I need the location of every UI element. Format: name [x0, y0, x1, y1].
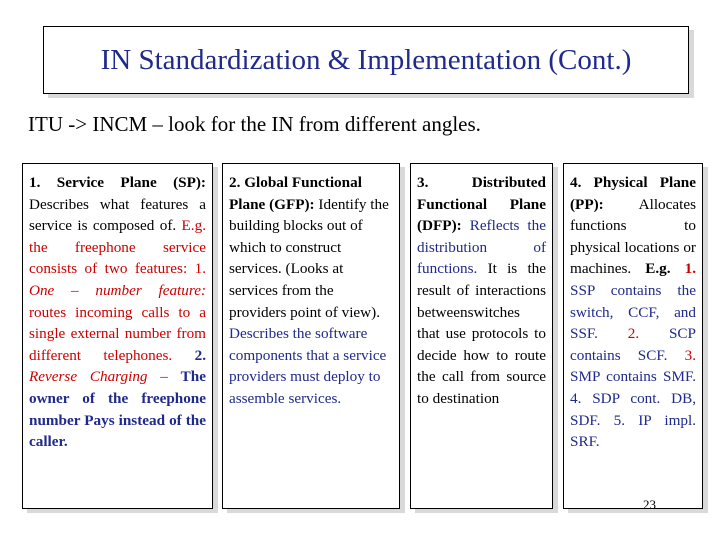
pp-n1: 1.: [684, 260, 696, 278]
physical-plane-box: [563, 163, 703, 509]
item1-text: routes incoming calls to a single external number from different telephones.: [29, 303, 206, 364]
pp-n2: 2.: [627, 325, 640, 343]
slide-title: IN Standardization & Implementation (Cont.): [100, 44, 632, 76]
service-plane-box: [22, 163, 213, 509]
gfp-blue-text: Describes the software components that a service providers must deploy to assemble services.: [229, 325, 387, 407]
gfp-heading: 2. Global Functional Plane (GFP):: [229, 174, 362, 213]
gfp-text: [229, 172, 393, 410]
pp-n4: 4.: [570, 389, 582, 407]
eg-label: E.g.: [181, 217, 206, 235]
service-plane-heading: 1. Service Plane (SP):: [29, 174, 206, 191]
pp-eg-label: E.g.: [645, 260, 671, 278]
pp-heading: 4. Physical Plane (PP):: [570, 174, 696, 213]
eg-text: the freephone service consists of two features:: [29, 238, 206, 278]
item1-num: 1.: [194, 260, 207, 278]
item2-text: The owner of the freephone number Pays instead of the caller.: [29, 368, 206, 451]
item1-name: One – number feature:: [29, 281, 206, 299]
item2-num: 2.: [194, 346, 206, 364]
pp-t5: IP impl. SRF.: [570, 411, 696, 451]
pp-n3: 3.: [684, 346, 697, 364]
title-box: [43, 26, 689, 94]
gfp-desc: Identify the building blocks out of which to construct services. (Looks at services from the providers point of view).: [229, 195, 389, 321]
service-plane-desc: Describes what features a service is composed of.: [29, 195, 206, 235]
slide-subtitle: ITU -> INCM – look for the IN from different angles.: [28, 112, 481, 136]
global-functional-plane-box: [222, 163, 400, 509]
page-number: 23: [643, 497, 656, 512]
distributed-functional-plane-box: [410, 163, 553, 509]
pp-n5: 5.: [613, 411, 626, 429]
dfp-text: [417, 172, 546, 410]
pp-desc: Allocates functions to physical locations or machines.: [570, 195, 696, 278]
dfp-desc: It is the result of interactions betweenswitches that use protocols to decide how to route the call from source to destination: [417, 260, 546, 407]
dfp-blue-text: Reflects the distribution of functions.: [417, 217, 546, 278]
pp-text: [570, 172, 696, 453]
service-plane-text: [29, 172, 206, 453]
dfp-heading: 3. Distributed Functional Plane (DFP):: [417, 174, 546, 235]
pp-t4: SDP cont. DB, SDF.: [570, 389, 697, 429]
pp-t3: SMP contains SMF.: [570, 368, 696, 386]
item2-name: Reverse Charging –: [29, 368, 168, 386]
pp-t1: SSP contains the switch, CCF, and SSF.: [570, 281, 696, 343]
pp-t2: SCP contains SCF.: [570, 325, 696, 364]
